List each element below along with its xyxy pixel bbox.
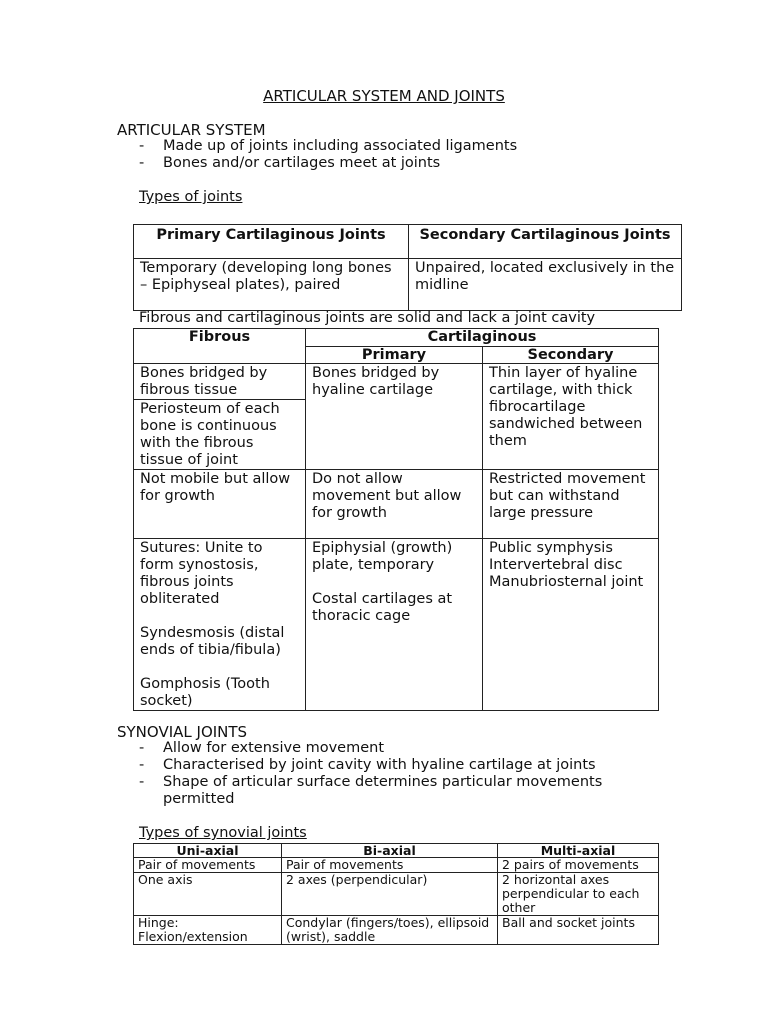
- primary-cartilaginous-cell: Temporary (developing long bones – Epiphyseal plates), paired: [134, 259, 409, 311]
- epiphysial-plate-text: Epiphysial (growth) plate, temporary: [312, 540, 453, 573]
- secondary-cartilaginous-header: Secondary Cartilaginous Joints: [409, 225, 682, 259]
- types-of-joints-label: Types of joints: [139, 189, 243, 205]
- secondary-cartilaginous-cell: Unpaired, located exclusively in the midline: [409, 259, 682, 311]
- table-cell: Hinge: Flexion/extension: [134, 916, 282, 945]
- secondary-examples-cell: [483, 539, 659, 711]
- primary-examples-cell: [306, 539, 483, 711]
- bi-axial-header: Bi-axial: [282, 844, 498, 858]
- table-cell: Pair of movements: [282, 858, 498, 873]
- table-cell: 2 horizontal axes perpendicular to each other: [498, 873, 659, 916]
- symphysis-text: Public symphysis: [489, 540, 613, 556]
- primary-cell: Bones bridged by hyaline cartilage: [306, 364, 483, 470]
- fibrous-examples-cell: [134, 539, 306, 711]
- costal-cartilages-text: Costal cartilages at thoracic cage: [312, 591, 453, 624]
- bullet-text: Bones and/or cartilages meet at joints: [163, 155, 441, 171]
- bullet-text: Shape of articular surface determines particular movements: [163, 774, 603, 790]
- secondary-cell: Thin layer of hyaline cartilage, with thick fibrocartilage sandwiched between them: [483, 364, 659, 470]
- table-cell: 2 pairs of movements: [498, 858, 659, 873]
- fibrous-cartilaginous-table: [133, 328, 659, 711]
- bullet-dash: -: [139, 155, 145, 171]
- bullet-dash: -: [139, 757, 145, 773]
- list-item: [139, 740, 699, 757]
- fibrous-cell: Not mobile but allow for growth: [134, 470, 306, 539]
- types-of-synovial-joints-label: Types of synovial joints: [139, 825, 307, 841]
- primary-cartilaginous-header: Primary Cartilaginous Joints: [134, 225, 409, 259]
- multi-axial-header: Multi-axial: [498, 844, 659, 858]
- joint-cavity-note: Fibrous and cartilaginous joints are solid and lack a joint cavity: [139, 310, 596, 326]
- fibrous-cell: Bones bridged by fibrous tissue: [134, 364, 306, 400]
- table-cell: One axis: [134, 873, 282, 916]
- list-item: [139, 138, 699, 155]
- bullet-dash: -: [139, 774, 145, 790]
- synovial-joints-table: [133, 843, 659, 945]
- fibrous-header: Fibrous: [134, 329, 306, 364]
- secondary-header: Secondary: [483, 347, 659, 364]
- list-item: [139, 774, 699, 808]
- bullet-dash: -: [139, 138, 145, 154]
- secondary-cell: Restricted movement but can withstand large pressure: [483, 470, 659, 539]
- articular-bullet-list: [139, 138, 699, 172]
- fibrous-cell: Periosteum of each bone is continuous with the fibrous tissue of joint: [134, 400, 306, 470]
- bullet-text: Characterised by joint cavity with hyaline cartilage at joints: [163, 757, 596, 773]
- bullet-text: Made up of joints including associated ligaments: [163, 138, 518, 154]
- uni-axial-header: Uni-axial: [134, 844, 282, 858]
- sutures-text: Sutures: Unite to form synostosis, fibrous joints obliterated: [140, 540, 263, 607]
- intervertebral-disc-text: Intervertebral disc: [489, 557, 623, 573]
- syndesmosis-text: Syndesmosis (distal ends of tibia/fibula): [140, 625, 285, 658]
- list-item: [139, 757, 699, 774]
- bullet-text-continuation: permitted: [163, 791, 235, 807]
- bullet-dash: -: [139, 740, 145, 756]
- synovial-joints-heading: SYNOVIAL JOINTS: [117, 723, 248, 741]
- table-cell: 2 axes (perpendicular): [282, 873, 498, 916]
- synovial-bullet-list: [139, 740, 699, 808]
- primary-header: Primary: [306, 347, 483, 364]
- articular-system-heading: ARTICULAR SYSTEM: [117, 121, 266, 139]
- document-title: ARTICULAR SYSTEM AND JOINTS: [263, 87, 505, 105]
- table-cell: Condylar (fingers/toes), ellipsoid (wrist), saddle: [282, 916, 498, 945]
- primary-cell: Do not allow movement but allow for growth: [306, 470, 483, 539]
- table-cell: Ball and socket joints: [498, 916, 659, 945]
- gomphosis-text: Gomphosis (Tooth socket): [140, 676, 270, 709]
- manubriosternal-text: Manubriosternal joint: [489, 574, 644, 590]
- cartilaginous-header: Cartilaginous: [306, 329, 659, 347]
- table-cell: Pair of movements: [134, 858, 282, 873]
- cartilaginous-joints-table: [133, 224, 682, 311]
- bullet-text: Allow for extensive movement: [163, 740, 385, 756]
- list-item: [139, 155, 699, 172]
